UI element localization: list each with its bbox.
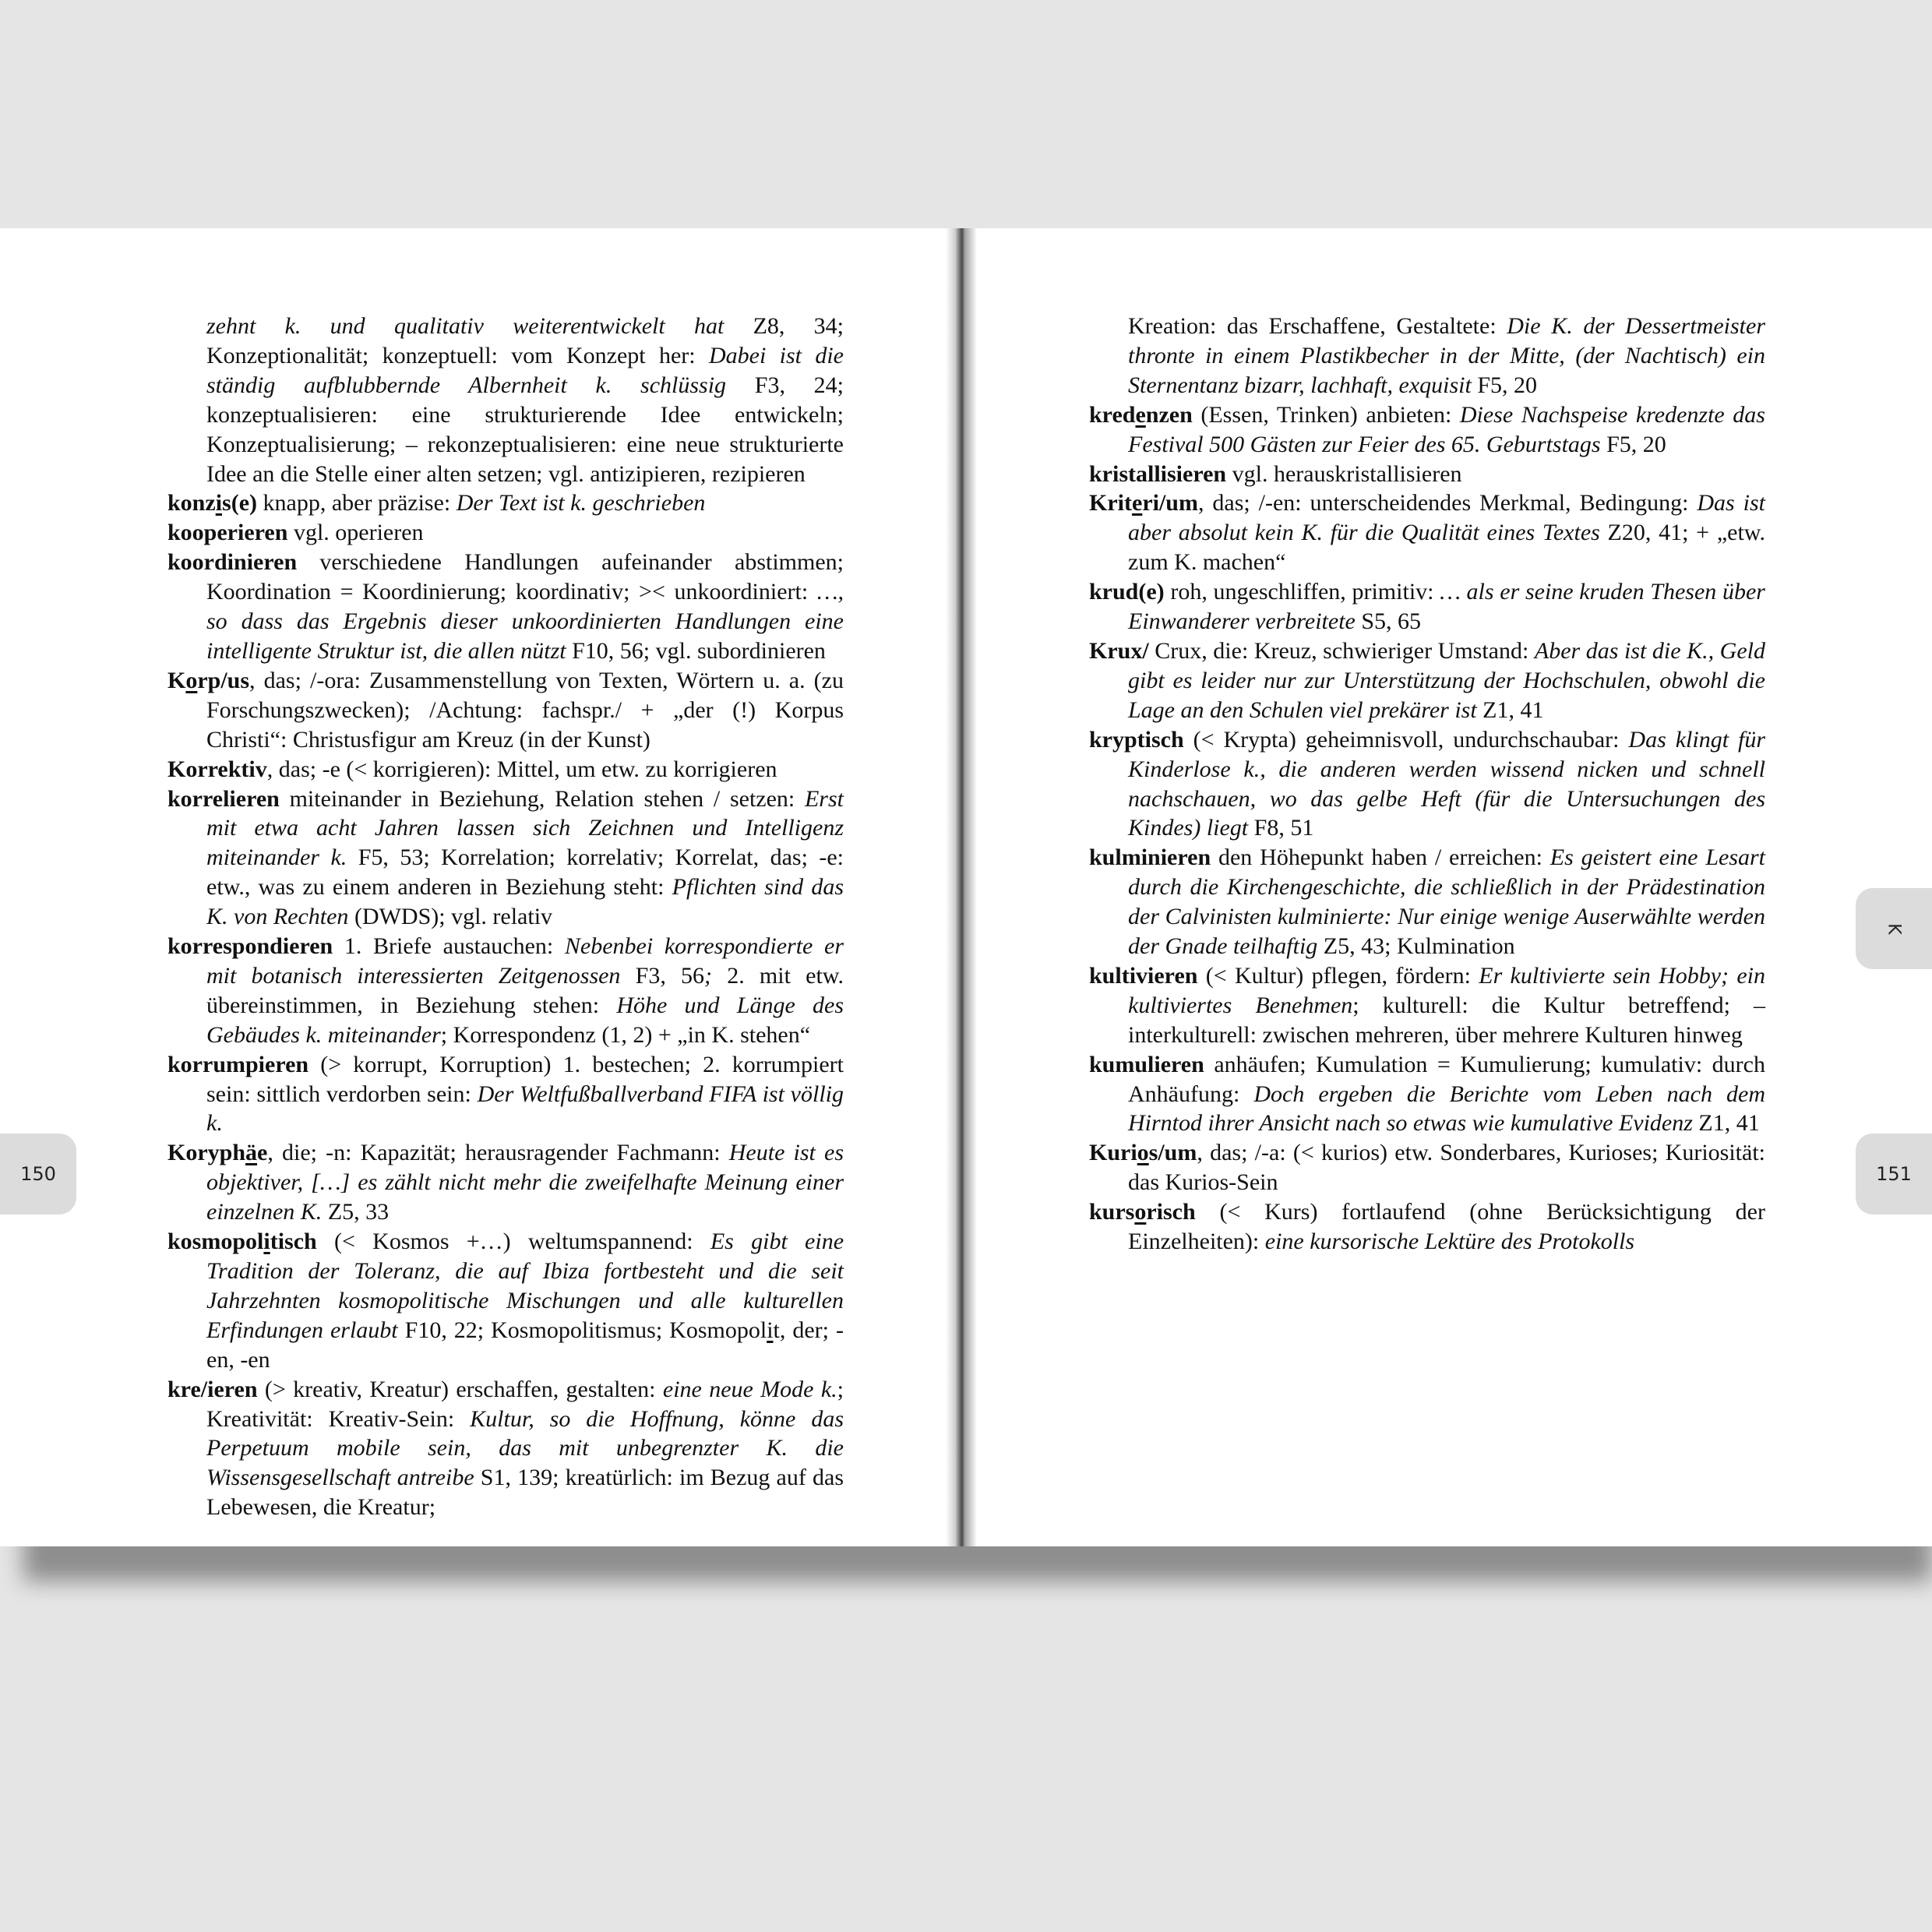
example-text: Es gibt eine Tradition der Toleranz, die auf Ibiza fortbesteht und die seit Jahrzehnten kosmopolitische Mischungen und alle kulturellen Erfindungen erlaubt — [206, 1229, 844, 1343]
left-dictionary-entry — [167, 755, 844, 784]
example-text: Erst mit etwa acht Jahren lassen sich Zeichnen und Intelligenz miteinander k. — [206, 785, 844, 871]
headword: kurs — [1089, 1199, 1135, 1225]
definition-text: ; Kreativität: Kreativ-Sein: — [206, 1376, 844, 1432]
right-dictionary-entry — [1089, 961, 1765, 1050]
headword: kumulieren — [1089, 1051, 1204, 1077]
left-dictionary-entry — [167, 488, 844, 518]
right-dictionary-entry — [1089, 312, 1765, 400]
definition-text: , das; /-ora: Zusammenstellung von Texten, Wörtern u. a. (zu Forschungszwecken); /Achtung: fachspr./ + „der (!) Korpus Christi“: Christusfigur am Kreuz (in der Kunst) — [206, 667, 844, 753]
example-text: Die K. der Dessertmeister thronte in einem Plastikbecher in der Mitte, (der Nachtisch) ein Sternentanz bizarr, lachhaft, exquisit — [1128, 313, 1765, 398]
example-text: Höhe und Länge des Gebäudes k. miteinander — [206, 992, 844, 1048]
right-dictionary-entry — [1089, 843, 1765, 961]
headword: o — [1137, 1140, 1149, 1166]
example-text: eine kursorische Lektüre des Protokolls — [1264, 1229, 1635, 1255]
headword: Krit — [1089, 490, 1132, 516]
definition-text: S1, 139; kreatürlich: im Bezug auf das Lebewesen, die Kreatur; — [206, 1465, 844, 1521]
headword: korrelieren — [167, 785, 280, 812]
definition-text: (< Kurs) fortlaufend (ohne Berücksichtigung der Einzelheiten): — [1128, 1199, 1765, 1255]
definition-text: (> korrupt, Korruption) 1. bestechen; 2. korrumpiert sein: sittlich verdorben sein: — [206, 1051, 844, 1107]
example-text: … als er seine kruden Thesen über Einwanderer verbreitete — [1128, 579, 1765, 635]
headword: K — [167, 667, 186, 693]
definition-text: (< Kosmos +…) weltumspannend: — [316, 1229, 710, 1255]
definition-text: (> kreativ, Kreatur) erschaffen, gestalten: — [257, 1376, 663, 1402]
definition-text: S5, 65 — [1355, 608, 1422, 635]
example-text: ; — [704, 962, 713, 989]
headword: konz — [167, 490, 216, 516]
right-dictionary-entry — [1089, 1050, 1765, 1139]
left-dictionary-entry — [167, 312, 844, 488]
definition-text: vgl. herauskristallisieren — [1226, 460, 1462, 487]
example-text: Pflichten sind das K. von Rechten — [206, 874, 844, 930]
page-number-left-label: 150 — [20, 1163, 56, 1185]
definition-text: den Höhepunkt haben / erreichen: — [1211, 844, 1550, 871]
example-text: Diese Nachspeise kredenzte das Festival 500 Gästen zur Feier des 65. Geburtstags — [1128, 401, 1765, 457]
definition-text: ; kulturell: die Kultur betreffend; – interkulturell: zwischen mehreren, über mehrere Kulturen hinweg — [1128, 992, 1765, 1048]
example-text: zehnt k. und qualitativ weiterentwickelt hat — [206, 313, 724, 339]
headword: o — [1134, 1199, 1147, 1225]
headword: kristallisieren — [1089, 460, 1227, 487]
headword: e — [1135, 401, 1146, 428]
headword: nzen — [1145, 401, 1193, 428]
definition-text: Z5, 33 — [322, 1199, 390, 1225]
headword: korrespondieren — [167, 933, 333, 960]
headword: rp/us — [197, 667, 250, 693]
example-text: Nebenbei korrespondierte er mit botanisch interessierten Zeitgenossen — [206, 933, 844, 989]
right-dictionary-entry — [1089, 400, 1765, 460]
headword: kooperieren — [167, 520, 288, 546]
definition-text: F3, 56 — [620, 962, 705, 989]
example-text: Der Text ist k. geschrieben — [456, 490, 706, 516]
definition-text: F5, 20 — [1600, 431, 1666, 457]
definition-text: i — [767, 1317, 774, 1343]
definition-text: verschiedene Handlungen aufeinander abstimmen; Koordination = Koordinierung; koordinativ; >< unkoordiniert: — [206, 549, 844, 605]
definition-text: F3, 24; konzeptualisieren: eine strukturierende Idee entwickeln; Konzeptualisierung; – rekonzeptualisieren: eine neue strukturierte Idee an die Stelle einer alten setzen; vgl. antizipieren, rezipieren — [206, 372, 844, 487]
example-text: Dabei ist die ständig aufblubbernde Albernheit k. schlüssig — [206, 342, 844, 398]
example-text: Kultur, so die Hoffnung, könne das Perpetuum mobile sein, das mit unbegrenzter K. die Wissensgesellschaft antreibe — [206, 1405, 844, 1491]
definition-text: F5, 20 — [1471, 372, 1538, 398]
example-text: Er kultivierte sein Hobby; ein kultiviertes Benehmen — [1128, 962, 1765, 1018]
left-page-text — [167, 312, 844, 1522]
page-number-left — [0, 1133, 76, 1215]
headword: Koryph — [167, 1140, 246, 1166]
definition-text: Z1, 41 — [1476, 696, 1544, 723]
definition-text: t, der; -en, -en — [206, 1317, 844, 1373]
example-text: eine neue Mode k. — [662, 1376, 837, 1402]
right-dictionary-entry — [1089, 725, 1765, 844]
headword: ä — [245, 1140, 258, 1166]
definition-text: F5, 53; Korrelation; korrelativ; Korrelat, das; -e: etw., was zu einem anderen in Beziehung steht: — [206, 844, 844, 901]
left-dictionary-entry — [167, 784, 844, 933]
left-dictionary-entry — [167, 666, 844, 755]
headword: risch — [1146, 1199, 1196, 1225]
headword: s(e) — [222, 490, 258, 516]
book-gutter — [946, 228, 977, 1546]
letter-tab — [1856, 888, 1932, 969]
headword: krud(e) — [1089, 579, 1165, 605]
headword: i — [263, 1229, 270, 1255]
definition-text: ; Korrespondenz (1, 2) + „in K. stehen“ — [440, 1021, 811, 1048]
right-dictionary-entry — [1089, 1138, 1765, 1197]
example-text: Heute ist es objektiver, […] es zählt nicht mehr die zweifelhafte Meinung einer einzelnen K. — [206, 1140, 844, 1225]
headword: kosmopol — [167, 1229, 264, 1255]
definition-text: Z5, 43; Kulmination — [1317, 933, 1515, 960]
definition-text: 2. mit etw. übereinstimmen, in Beziehung stehen: — [206, 962, 844, 1018]
example-text: Das ist aber absolut kein K. für die Qualität eines Textes — [1128, 490, 1765, 546]
right-dictionary-entry — [1089, 636, 1765, 725]
definition-text: Crux, die: Kreuz, schwieriger Umstand: — [1148, 637, 1535, 664]
left-dictionary-entry — [167, 1375, 844, 1523]
example-text: Es geistert eine Lesart durch die Kirchengeschichte, die schließlich in der Prädestination der Calvinisten kulminierte: Nur einige wenige Auserwählte werden der Gnade teilhaftig — [1128, 844, 1766, 960]
definition-text: , das; -e (< korrigieren): Mittel, um etw. zu korrigieren — [266, 756, 777, 782]
left-dictionary-entry — [167, 932, 844, 1050]
headword: s/um — [1148, 1140, 1197, 1166]
definition-text: F8, 51 — [1248, 815, 1314, 841]
headword: kultivieren — [1089, 962, 1198, 989]
right-dictionary-entry — [1089, 577, 1765, 636]
definition-text: Z1, 41 — [1692, 1110, 1760, 1137]
headword: koordinieren — [167, 549, 298, 576]
headword: kulminieren — [1089, 844, 1211, 871]
example-text: Doch ergeben die Berichte vom Leben nach dem Hirntod ihrer Ansicht nach so etwas wie kumulative Evidenz — [1128, 1081, 1765, 1137]
headword: Korrektiv — [167, 756, 267, 782]
page-number-right-label: 151 — [1876, 1163, 1912, 1185]
headword: tisch — [270, 1229, 317, 1255]
definition-text: F10, 22; Kosmopolitismus; Kosmopol — [397, 1317, 767, 1343]
left-dictionary-entry — [167, 1138, 844, 1227]
definition-text: (< Kultur) pflegen, fördern: — [1197, 962, 1479, 989]
right-page-text — [1089, 312, 1765, 1257]
definition-text: Kreation: das Erschaffene, Gestaltete: — [1128, 313, 1507, 339]
definition-text: , die; -n: Kapazität; herausragender Fachmann: — [267, 1140, 729, 1166]
headword: Kuri — [1089, 1140, 1137, 1166]
definition-text: miteinander in Beziehung, Relation stehen / setzen: — [279, 785, 805, 812]
headword: kre/ieren — [167, 1376, 258, 1402]
example-text: Aber das ist die K., Geld gibt es leider nur zur Unterstützung der Hochschulen, obwohl die Lage an den Schulen viel prekärer ist — [1128, 637, 1765, 723]
headword: e — [257, 1140, 268, 1166]
right-dictionary-entry — [1089, 460, 1765, 489]
headword: Krux/ — [1089, 637, 1149, 664]
definition-text: roh, ungeschliffen, primitiv: — [1164, 579, 1440, 605]
definition-text: knapp, aber präzise: — [257, 490, 457, 516]
right-dictionary-entry — [1089, 488, 1765, 577]
definition-text: anhäufen; Kumulation = Kumulierung; kumulativ: durch Anhäufung: — [1128, 1051, 1765, 1107]
definition-text: (Essen, Trinken) anbieten: — [1192, 401, 1460, 428]
headword: e — [1131, 490, 1143, 516]
definition-text: Z20, 41; + „etw. zum K. machen“ — [1128, 520, 1765, 576]
example-text: …, so dass das Ergebnis dieser unkoordinierten Handlungen eine intelligente Struktur ist, die allen nützt — [206, 579, 844, 664]
definition-text: Z8, 34; Konzeptionalität; konzeptuell: vom Konzept her: — [206, 313, 844, 368]
definition-text: 1. Briefe austauchen: — [333, 933, 565, 960]
left-dictionary-entry — [167, 548, 844, 666]
headword: o — [185, 667, 198, 693]
definition-text: , das; /-en: unterscheidendes Merkmal, Bedingung: — [1197, 490, 1698, 516]
letter-tab-label: K — [1884, 922, 1904, 935]
definition-text: (< Krypta) geheimnisvoll, undurchschaubar: — [1183, 726, 1629, 753]
left-dictionary-entry — [167, 1227, 844, 1375]
example-text: Das klingt für Kinderlose k., die anderen werden wissend nicken und schnell nachschauen, wo das gelbe Heft (für die Untersuchungen des Kindes) liegt — [1128, 726, 1766, 841]
left-dictionary-entry — [167, 1050, 844, 1139]
definition-text: F10, 56; vgl. subordinieren — [566, 637, 826, 664]
page-number-right — [1856, 1133, 1932, 1215]
headword: korrumpieren — [167, 1051, 309, 1077]
definition-text: vgl. operieren — [287, 520, 424, 546]
definition-text: (DWDS); vgl. relativ — [348, 904, 553, 930]
definition-text: , das; /-a: (< kurios) etw. Sonderbares, Kurioses; Kuriosität: das Kurios-Sein — [1128, 1140, 1765, 1196]
right-dictionary-entry — [1089, 1197, 1765, 1257]
left-dictionary-entry — [167, 518, 844, 548]
headword: i — [215, 490, 223, 516]
example-text: Der Weltfußballverband FIFA ist völlig k. — [206, 1081, 844, 1137]
headword: kryptisch — [1089, 726, 1184, 753]
headword: kred — [1089, 401, 1136, 428]
headword: ri/um — [1142, 490, 1198, 516]
